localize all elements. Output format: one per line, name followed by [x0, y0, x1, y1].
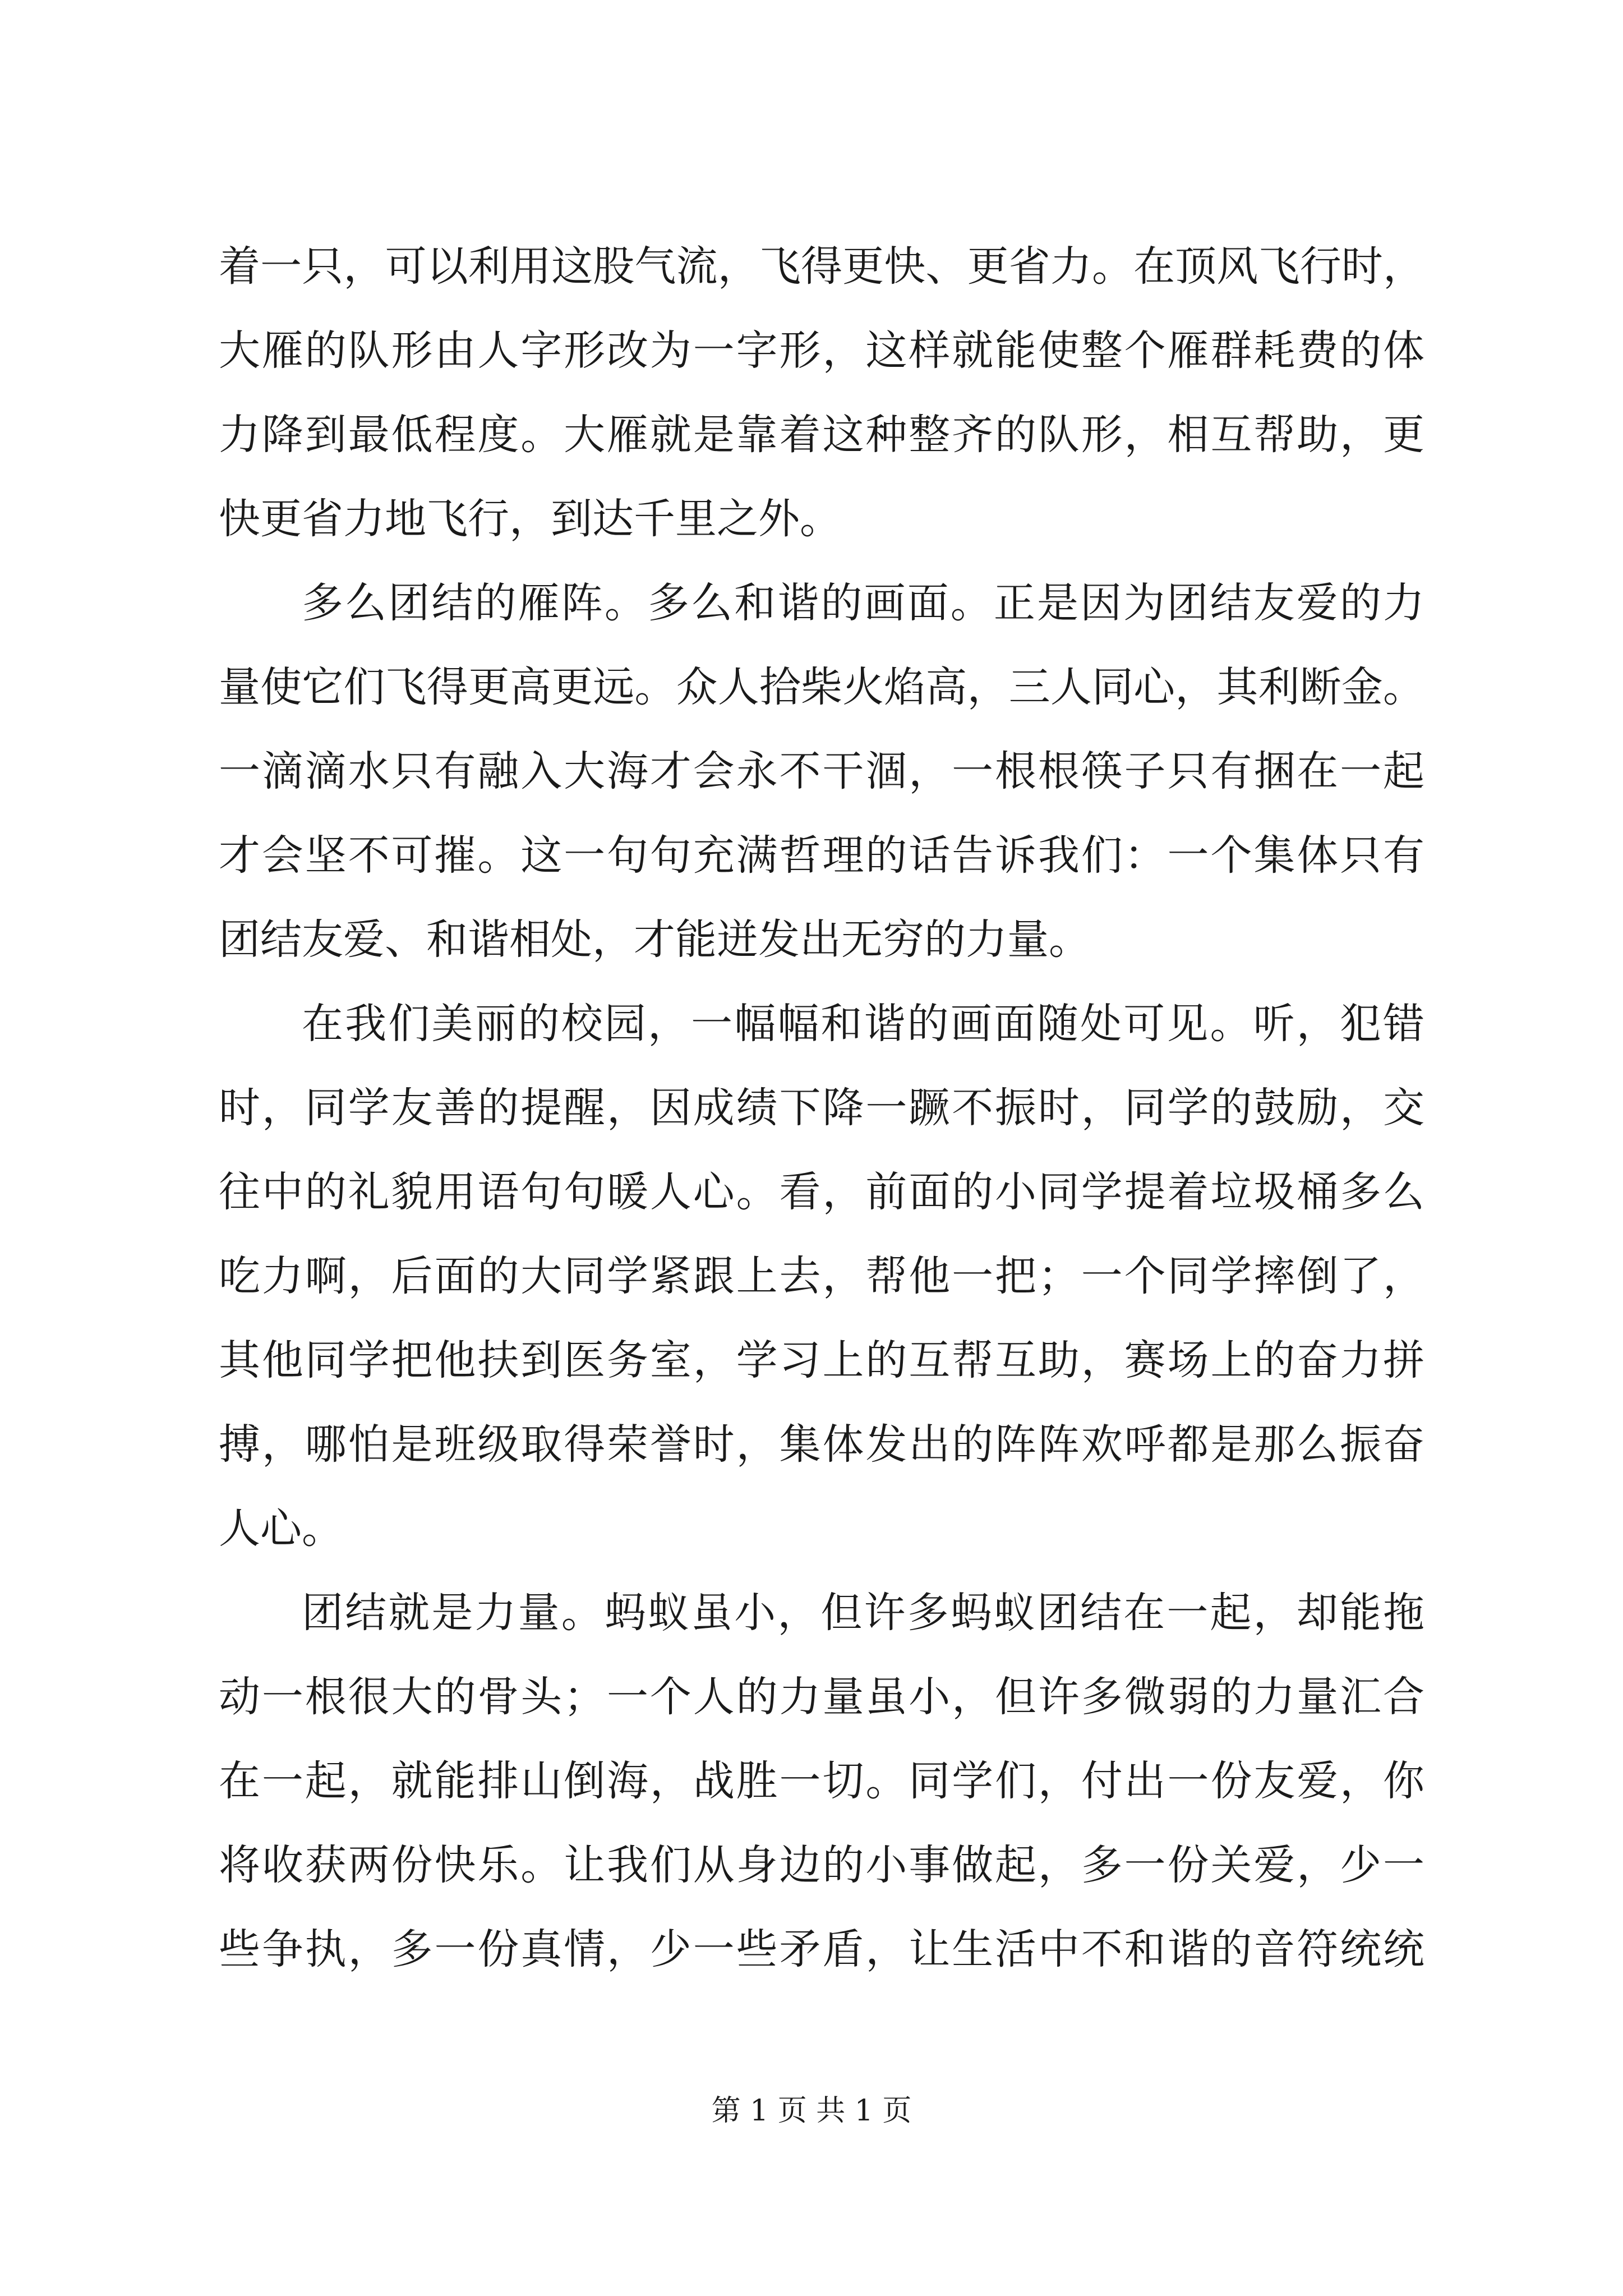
text-line: 些争执，多一份真情，少一些矛盾，让生活中不和谐的音符统统 — [219, 1925, 1424, 1973]
text-line: 在一起，就能排山倒海，战胜一切。同学们，付出一份友爱，你 — [219, 1757, 1424, 1805]
text-line: 才会坚不可摧。这一句句充满哲理的话告诉我们：一个集体只有 — [219, 831, 1424, 880]
text-line: 一滴滴水只有融入大海才会永不干涸，一根根筷子只有捆在一起 — [219, 747, 1424, 795]
text-line: 时，同学友善的提醒，因成绩下降一蹶不振时，同学的鼓励，交 — [219, 1084, 1424, 1132]
text-line: 多么团结的雁阵。多么和谐的画面。正是因为团结友爱的力 — [302, 579, 1424, 627]
text-line: 人心。 — [219, 1504, 343, 1553]
text-line: 其他同学把他扶到医务室，学习上的互帮互助，赛场上的奋力拼 — [219, 1336, 1424, 1384]
text-line: 着一只，可以利用这股气流，飞得更快、更省力。在顶风飞行时， — [219, 242, 1424, 291]
text-line: 搏，哪怕是班级取得荣誉时，集体发出的阵阵欢呼都是那么振奋 — [219, 1420, 1424, 1469]
text-line: 将收获两份快乐。让我们从身边的小事做起，多一份关爱，少一 — [219, 1841, 1424, 1889]
text-line: 往中的礼貌用语句句暖人心。看，前面的小同学提着垃圾桶多么 — [219, 1168, 1424, 1216]
text-line: 大雁的队形由人字形改为一字形，这样就能使整个雁群耗费的体 — [219, 326, 1424, 375]
text-line: 力降到最低程度。大雁就是靠着这种整齐的队形，相互帮助，更 — [219, 411, 1424, 459]
text-line: 动一根很大的骨头；一个人的力量虽小，但许多微弱的力量汇合 — [219, 1673, 1424, 1721]
text-line: 团结友爱、和谐相处，才能迸发出无穷的力量。 — [219, 915, 1090, 964]
text-line: 快更省力地飞行，到达千里之外。 — [219, 495, 841, 543]
text-line: 在我们美丽的校园，一幅幅和谐的画面随处可见。听，犯错 — [302, 1000, 1424, 1048]
document-body — [219, 224, 1424, 1991]
page-footer: 第 1 页 共 1 页 — [711, 2094, 912, 2128]
text-line: 量使它们飞得更高更远。众人拾柴火焰高，三人同心，其利断金。 — [219, 663, 1424, 711]
text-line: 吃力啊，后面的大同学紧跟上去，帮他一把；一个同学摔倒了， — [219, 1252, 1424, 1300]
text-line: 团结就是力量。蚂蚁虽小，但许多蚂蚁团结在一起，却能拖 — [302, 1589, 1424, 1637]
